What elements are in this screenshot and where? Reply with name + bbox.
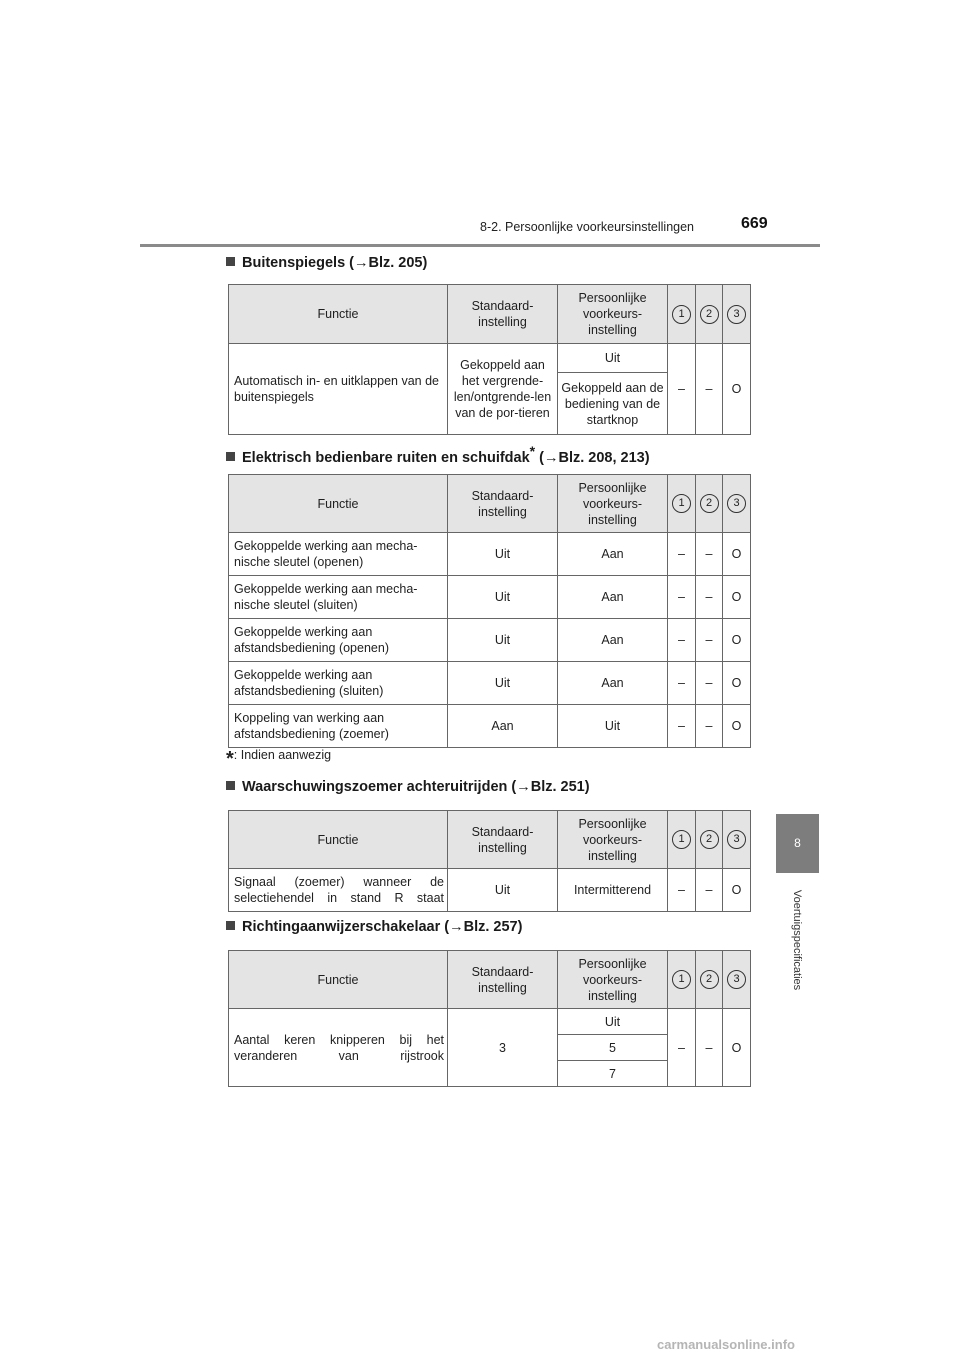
cell-function: Gekoppelde werking aan mecha-nische sleutel (openen) — [229, 533, 448, 576]
cell-c3: O — [723, 619, 751, 662]
cell-custom: Aan — [558, 533, 668, 576]
cell-default: Uit — [448, 533, 558, 576]
cell-custom-option: 5 — [558, 1035, 668, 1061]
circled-number-2-icon: 2 — [700, 830, 719, 849]
table-row — [229, 576, 751, 619]
cell-c3: O — [723, 533, 751, 576]
col-header-function: Functie — [229, 951, 448, 1009]
cell-c1: – — [668, 705, 696, 748]
cell-c2: – — [696, 576, 723, 619]
col-header-default: Standaard-instelling — [448, 811, 558, 869]
cell-custom: Intermitterend — [558, 869, 668, 912]
table-row — [229, 619, 751, 662]
table-row — [229, 705, 751, 748]
cell-function: Gekoppelde werking aan afstandsbediening (sluiten) — [229, 662, 448, 705]
header-divider — [140, 244, 820, 247]
table-row — [229, 662, 751, 705]
cell-c3: O — [723, 869, 751, 912]
cell-custom: Aan — [558, 576, 668, 619]
cell-default: Uit — [448, 869, 558, 912]
table-turn-signal — [228, 950, 751, 1087]
cell-c2: – — [696, 533, 723, 576]
cell-c3: O — [723, 344, 751, 435]
chapter-tab — [776, 814, 819, 873]
cell-function: Aantal keren knipperen bij het veranderen van rijstrook — [229, 1009, 448, 1087]
cell-default: 3 — [448, 1009, 558, 1087]
bullet-square-icon — [226, 921, 235, 930]
bullet-square-icon — [226, 452, 235, 461]
circled-number-1-icon: 1 — [672, 305, 691, 324]
cell-custom: Aan — [558, 662, 668, 705]
section-title-reverse-buzzer: Waarschuwingszoemer achteruitrijden (→Blz. 251) — [226, 779, 590, 795]
col-header-default: Standaard-instelling — [448, 475, 558, 533]
cell-custom: Uit — [558, 705, 668, 748]
circled-number-3-icon: 3 — [727, 494, 746, 513]
cell-c1: – — [668, 662, 696, 705]
cell-function: Koppeling van werking aan afstandsbediening (zoemer) — [229, 705, 448, 748]
col-header-default: Standaard-instelling — [448, 951, 558, 1009]
chapter-label: Voertuigspecificaties — [791, 889, 803, 991]
circled-number-3-icon: 3 — [727, 970, 746, 989]
table-row — [229, 869, 751, 912]
circled-number-2-icon: 2 — [700, 494, 719, 513]
circled-number-1-icon: 1 — [672, 970, 691, 989]
col-header-custom: Persoonlijke voorkeurs-instelling — [558, 285, 668, 344]
cell-c2: – — [696, 869, 723, 912]
cell-custom-option: Uit — [558, 344, 668, 373]
table-windows — [228, 474, 751, 748]
page-number: 669 — [741, 215, 768, 232]
cell-custom: Aan — [558, 619, 668, 662]
footnote: *: Indien aanwezig — [226, 748, 332, 770]
cell-c1: – — [668, 869, 696, 912]
col-header-custom: Persoonlijke voorkeurs-instelling — [558, 951, 668, 1009]
circled-number-2-icon: 2 — [700, 970, 719, 989]
cell-custom-option: 7 — [558, 1061, 668, 1087]
cell-function: Signaal (zoemer) wanneer de selectiehendel in stand R staat — [229, 869, 448, 912]
cell-c1: – — [668, 576, 696, 619]
cell-c2: – — [696, 619, 723, 662]
cell-default: Gekoppeld aan het vergrende-len/ontgrende-len van de por-tieren — [448, 344, 558, 435]
cell-function: Automatisch in- en uitklappen van de buitenspiegels — [229, 344, 448, 435]
cell-c2: – — [696, 662, 723, 705]
table-row — [229, 533, 751, 576]
cell-custom-option: Uit — [558, 1009, 668, 1035]
col-header-function: Functie — [229, 285, 448, 344]
cell-c1: – — [668, 619, 696, 662]
col-header-default: Standaard-instelling — [448, 285, 558, 344]
cell-default: Aan — [448, 705, 558, 748]
bullet-square-icon — [226, 781, 235, 790]
section-title-turn-signal: Richtingaanwijzerschakelaar (→Blz. 257) — [226, 919, 522, 935]
col-header-custom: Persoonlijke voorkeurs-instelling — [558, 475, 668, 533]
cell-c1: – — [668, 533, 696, 576]
cell-function: Gekoppelde werking aan mecha-nische sleutel (sluiten) — [229, 576, 448, 619]
chapter-number: 8 — [794, 836, 801, 850]
footnote-star: * — [226, 748, 234, 770]
circled-number-2-icon: 2 — [700, 305, 719, 324]
cell-c2: – — [696, 1009, 723, 1087]
circled-number-1-icon: 1 — [672, 830, 691, 849]
section-title-windows: Elektrisch bedienbare ruiten en schuifdak* (→Blz. 208, 213) — [226, 443, 650, 466]
cell-default: Uit — [448, 619, 558, 662]
cell-c3: O — [723, 662, 751, 705]
cell-c3: O — [723, 1009, 751, 1087]
col-header-function: Functie — [229, 475, 448, 533]
bullet-square-icon — [226, 257, 235, 266]
watermark: carmanualsonline.info — [657, 1337, 795, 1352]
cell-default: Uit — [448, 576, 558, 619]
col-header-function: Functie — [229, 811, 448, 869]
circled-number-1-icon: 1 — [672, 494, 691, 513]
table-mirrors — [228, 284, 751, 435]
col-header-custom: Persoonlijke voorkeurs-instelling — [558, 811, 668, 869]
circled-number-3-icon: 3 — [727, 830, 746, 849]
cell-c2: – — [696, 705, 723, 748]
cell-c1: – — [668, 1009, 696, 1087]
cell-default: Uit — [448, 662, 558, 705]
cell-c1: – — [668, 344, 696, 435]
table-reverse-buzzer — [228, 810, 751, 912]
section-header: 8-2. Persoonlijke voorkeursinstellingen — [480, 220, 695, 234]
cell-c3: O — [723, 705, 751, 748]
cell-c2: – — [696, 344, 723, 435]
section-title-mirrors: Buitenspiegels (→Blz. 205) — [226, 255, 427, 271]
footnote-star: * — [529, 443, 536, 459]
cell-function: Gekoppelde werking aan afstandsbediening (openen) — [229, 619, 448, 662]
cell-custom-option: Gekoppeld aan de bediening van de startknop — [558, 373, 668, 435]
circled-number-3-icon: 3 — [727, 305, 746, 324]
cell-c3: O — [723, 576, 751, 619]
